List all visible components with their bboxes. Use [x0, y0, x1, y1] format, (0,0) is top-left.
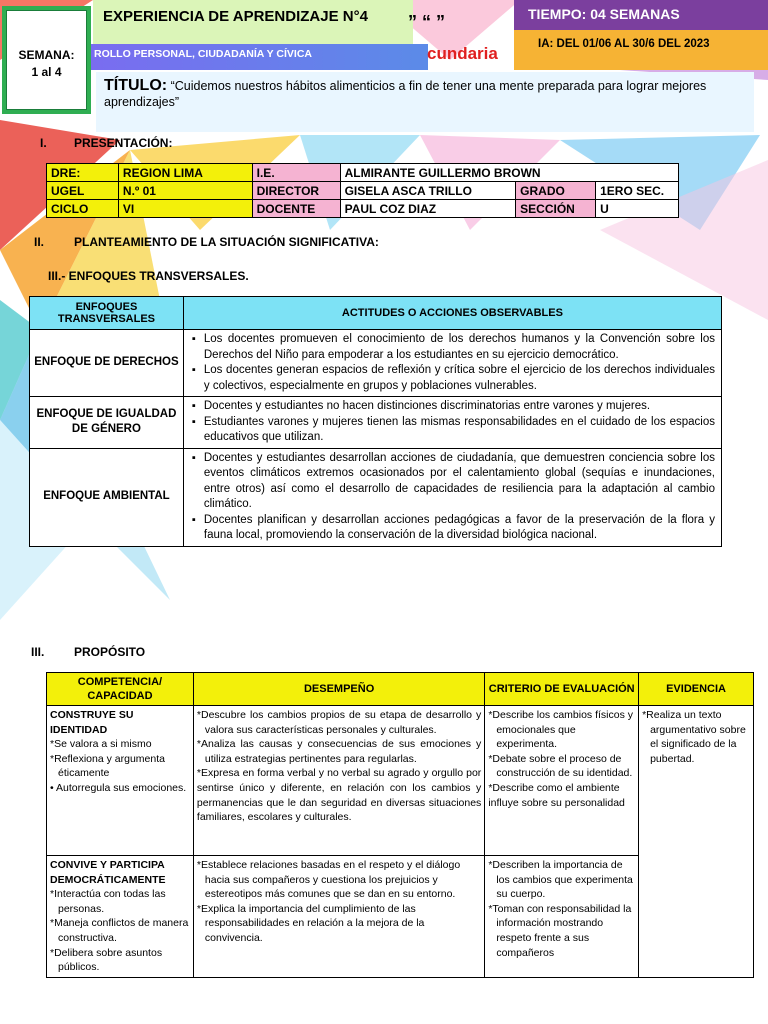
criterio-item: *Describe como el ambiente influye sobre su personalidad: [488, 781, 625, 809]
enfoque-name: ENFOQUE DE IGUALDAD DE GÉNERO: [30, 397, 184, 449]
enfoques-table: [29, 296, 722, 547]
list-item: ▪ Docentes planifican y desarrollan acciones pedagógicas a favor de la preservación de la flora y fauna local, promoviendo la conservación de la diversidad biológica nacional.: [190, 513, 715, 544]
table-cell: CICLO: [47, 200, 119, 218]
desempeno-cell: [193, 856, 484, 978]
desempeno-item: *Analiza las causas y consecuencias de sus emociones y utiliza estrategias pertinentes para regularlas.: [196, 738, 482, 765]
section-number: II.: [34, 235, 45, 249]
section-title: PRESENTACIÓN:: [74, 136, 173, 150]
date-box: IA: DEL 01/06 AL 30/6 DEL 2023: [514, 30, 768, 70]
table-cell: GRADO: [516, 182, 596, 200]
evidencia-cell: [639, 706, 754, 978]
column-header: EVIDENCIA: [639, 673, 754, 706]
column-header: ACTITUDES O ACCIONES OBSERVABLES: [183, 297, 721, 330]
table-cell: 1ERO SEC.: [596, 182, 679, 200]
criterio-cell: [485, 856, 639, 978]
table-cell: GISELA ASCA TRILLO: [340, 182, 516, 200]
desempeno-item: *Descubre los cambios propios de su etapa de desarrollo y valora sus características personales y culturales.: [196, 709, 482, 736]
table-cell: ALMIRANTE GUILLERMO BROWN: [340, 164, 678, 182]
table-cell: DOCENTE: [252, 200, 340, 218]
competencia-title: CONVIVE Y PARTICIPA DEMOCRÁTICAMENTE: [50, 859, 166, 886]
table-row: [30, 397, 722, 449]
column-header: ENFOQUES TRANSVERSALES: [30, 297, 184, 330]
desempeno-cell: [193, 706, 484, 856]
enfoque-actions: [183, 397, 721, 449]
proposito-table: [46, 672, 754, 978]
list-item: ▪ Estudiantes varones y mujeres tienen las mismas responsabilidades en el cuidado de los espacios educativos que utilizan.: [190, 415, 715, 446]
column-header: DESEMPEÑO: [193, 673, 484, 706]
desempeno-item: *Expresa en forma verbal y no verbal su agrado y orgullo por sentirse único y diferente, en relación con los cambios y permanencias que le dan seguridad en diversas situaciones familiares, escolares y culturales.: [196, 767, 482, 824]
table-row: [47, 164, 679, 182]
list-item: ▪ Docentes y estudiantes desarrollan acciones de ciudadanía, que demuestren conciencia sobre los eventos climáticos extremos ocasionados por el calentamiento global (sequías e inundaciones, entre otros) así como el desarrollo de capacidades de resiliencia para la adaptación al cambio climático.: [190, 451, 715, 513]
criterio-item: *Debate sobre el proceso de construcción de su identidad.: [488, 752, 633, 780]
table-header-row: [30, 297, 722, 330]
list-item: ▪ Los docentes generan espacios de reflexión y crítica sobre el ejercicio de los derechos individuales y colectivos, especialmente en grupos y poblaciones vulnerables.: [190, 363, 715, 394]
column-header: CRITERIO DE EVALUACIÓN: [485, 673, 639, 706]
desempeno-item: *Explica la importancia del cumplimiento de las responsabilidades en relación a la mejora de la convivencia.: [196, 902, 425, 944]
table-cell: UGEL: [47, 182, 119, 200]
table-row: [30, 448, 722, 546]
planteamiento-heading: [34, 235, 379, 249]
enfoque-actions: [183, 448, 721, 546]
competencia-cell: [47, 706, 194, 856]
table-cell: PAUL COZ DIAZ: [340, 200, 516, 218]
section-number: III.: [31, 645, 45, 659]
capacidad-item: *Maneja conflictos de manera constructiva.: [50, 917, 189, 944]
criterio-item: *Toman con responsabilidad la información mostrando respeto frente a sus compañeros: [488, 902, 632, 959]
semana-value: 1 al 4: [31, 65, 62, 79]
table-cell: SECCIÓN: [516, 200, 596, 218]
table-row: [30, 330, 722, 397]
table-cell: N.º 01: [118, 182, 252, 200]
capacidad-item: *Reflexiona y argumenta éticamente: [50, 752, 165, 780]
table-cell: REGION LIMA: [118, 164, 252, 182]
competencia-title: CONSTRUYE SU IDENTIDAD: [50, 709, 134, 736]
titulo-text: “Cuidemos nuestros hábitos alimenticios a fin de tener una mente preparada para lograr mejores aprendizajes”: [104, 79, 707, 109]
time-box: TIEMPO: 04 SEMANAS: [514, 0, 768, 30]
desempeno-item: *Establece relaciones basadas en el respeto y el diálogo hacia sus compañeros y cuestiona los prejuicios y estereotipos más comunes que se dan en su entorno.: [196, 859, 461, 901]
list-item: ▪ Los docentes promueven el conocimiento de los derechos humanos y la Convención sobre los Derechos del Niño para empoderar a los estudiantes en su ejercicio democrático.: [190, 332, 715, 363]
evidencia-item: *Realiza un texto argumentativo sobre el significado de la pubertad.: [642, 709, 746, 765]
table-cell: U: [596, 200, 679, 218]
level-label: cundaria: [427, 44, 498, 63]
criterio-item: *Describen la importancia de los cambios que experimenta su cuerpo.: [488, 859, 633, 901]
table-cell: DIRECTOR: [252, 182, 340, 200]
capacidad-item: *Interactúa con todas las personas.: [50, 888, 166, 915]
table-row: [47, 182, 679, 200]
semana-label: SEMANA:: [18, 48, 75, 62]
column-header: COMPETENCIA/ CAPACIDAD: [47, 673, 194, 706]
table-cell: VI: [118, 200, 252, 218]
section-title: PROPÓSITO: [74, 645, 146, 659]
table-header-row: [47, 673, 754, 706]
table-row: [47, 200, 679, 218]
section-number: I.: [40, 136, 47, 150]
capacidad-item: *Se valora a si mismo: [50, 738, 152, 751]
enfoque-name: ENFOQUE DE DERECHOS: [30, 330, 184, 397]
table-cell: I.E.: [252, 164, 340, 182]
criterio-cell: [485, 706, 639, 856]
capacidad-item: *Delibera sobre asuntos públicos.: [50, 946, 163, 974]
competencia-cell: [47, 856, 194, 978]
enfoque-name: ENFOQUE AMBIENTAL: [30, 448, 184, 546]
enfoque-actions: [183, 330, 721, 397]
experience-title: EXPERIENCIA DE APRENDIZAJE N°4: [93, 0, 413, 44]
area-strip: ROLLO PERSONAL, CIUDADANÍA Y CÍVICA: [88, 44, 428, 70]
table-cell: DRE:: [47, 164, 119, 182]
presentation-table: [46, 163, 679, 218]
proposito-heading: [31, 645, 145, 659]
title-quote-marks: ” “ ”: [408, 12, 446, 32]
capacidad-item: • Autorregula sus emociones.: [50, 781, 187, 794]
presentacion-heading: [40, 136, 172, 150]
enfoques-heading: III.- ENFOQUES TRANSVERSALES.: [48, 269, 249, 283]
section-title: PLANTEAMIENTO DE LA SITUACIÓN SIGNIFICATIVA:: [74, 235, 379, 249]
table-row: [47, 706, 754, 856]
titulo-label: TÍTULO:: [104, 77, 168, 94]
criterio-item: *Describe los cambios físicos y emocionales que experimenta.: [488, 709, 634, 751]
list-item: ▪ Docentes y estudiantes no hacen distinciones discriminatorias entre varones y mujeres.: [190, 399, 715, 415]
